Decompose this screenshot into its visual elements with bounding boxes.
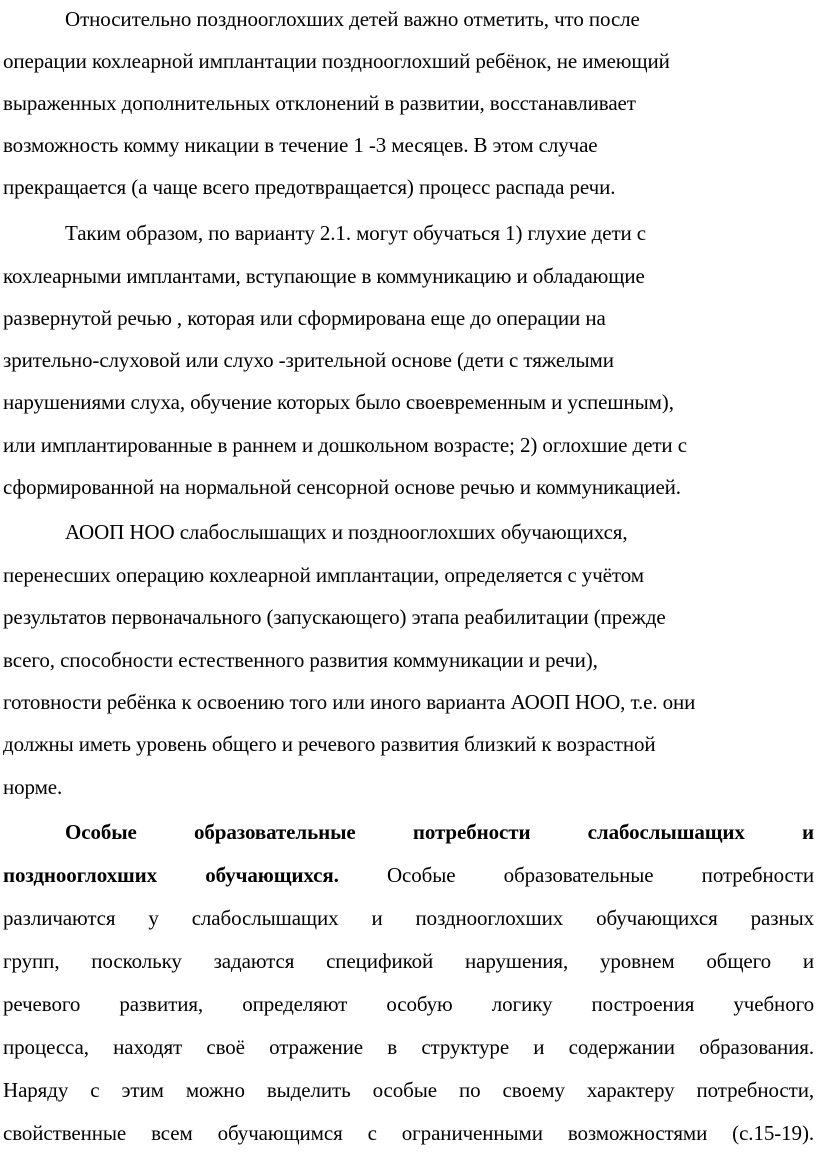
text-line: должны иметь уровень общего и речевого развития близкий к возрастной [3, 732, 656, 756]
text-line: кохлеарными имплантами, вступающие в коммуникацию и обладающие [3, 264, 645, 288]
section-heading-text: позднооглохших обучающихся. [3, 863, 339, 887]
text-line: всего, способности естественного развития коммуникации и речи), [3, 648, 598, 672]
text-line: процесса, находят своё отражение в структуре и содержании образования. [3, 1035, 814, 1059]
text-line: развернутой речью , которая или сформирована еще до операции на [3, 306, 606, 330]
text-line: групп, поскольку задаются спецификой нарушения, уровнем общего и [3, 949, 814, 973]
text-line: норме. [3, 775, 63, 799]
text-line: Наряду с этим можно выделить особые по своему характеру потребности, [3, 1078, 814, 1102]
text-line: Таким образом, по варианту 2.1. могут обучаться 1) глухие дети с [65, 221, 647, 245]
text-line: сформированной на нормальной сенсорной основе речью и коммуникацией. [3, 475, 681, 499]
text-line: результатов первоначального (запускающего) этапа реабилитации (прежде [3, 605, 666, 629]
text-line: нарушениями слуха, обучение которых было своевременным и успешным), [3, 390, 674, 414]
section-heading-text: Особые образовательные потребности слабослышащих и [65, 820, 814, 844]
text-line: операции кохлеарной имплантации позднооглохший ребёнок, не имеющий [3, 49, 670, 73]
text-line: различаются у слабослышащих и позднооглохших обучающихся разных [3, 906, 814, 930]
text-line: Относительно позднооглохших детей важно отметить, что после [65, 7, 640, 31]
text-line [3, 860, 814, 890]
text-line: выраженных дополнительных отклонений в развитии, восстанавливает [3, 91, 636, 115]
text-line: АООП НОО слабослышащих и позднооглохших обучающихся, [65, 520, 628, 544]
text-line: прекращается (а чаще всего предотвращается) процесс распада речи. [3, 175, 616, 199]
section-heading [65, 817, 814, 847]
text-line: готовности ребёнка к освоению того или иного варианта АООП НОО, т.е. они [3, 690, 696, 714]
text-span: Особые образовательные потребности [338, 863, 814, 887]
text-line: свойственные всем обучающимся с ограниченными возможностями (с.15-19). [3, 1121, 814, 1145]
text-line: перенесших операцию кохлеарной имплантации, определяется с учётом [3, 563, 644, 587]
text-line: зрительно-слуховой или слухо -зрительной основе (дети с тяжелыми [3, 348, 614, 372]
text-line: речевого развития, определяют особую логику построения учебного [3, 992, 814, 1016]
text-line: возможность комму никации в течение 1 -3 месяцев. В этом случае [3, 133, 598, 157]
text-line: или имплантированные в раннем и дошкольном возрасте; 2) оглохшие дети с [3, 433, 687, 457]
